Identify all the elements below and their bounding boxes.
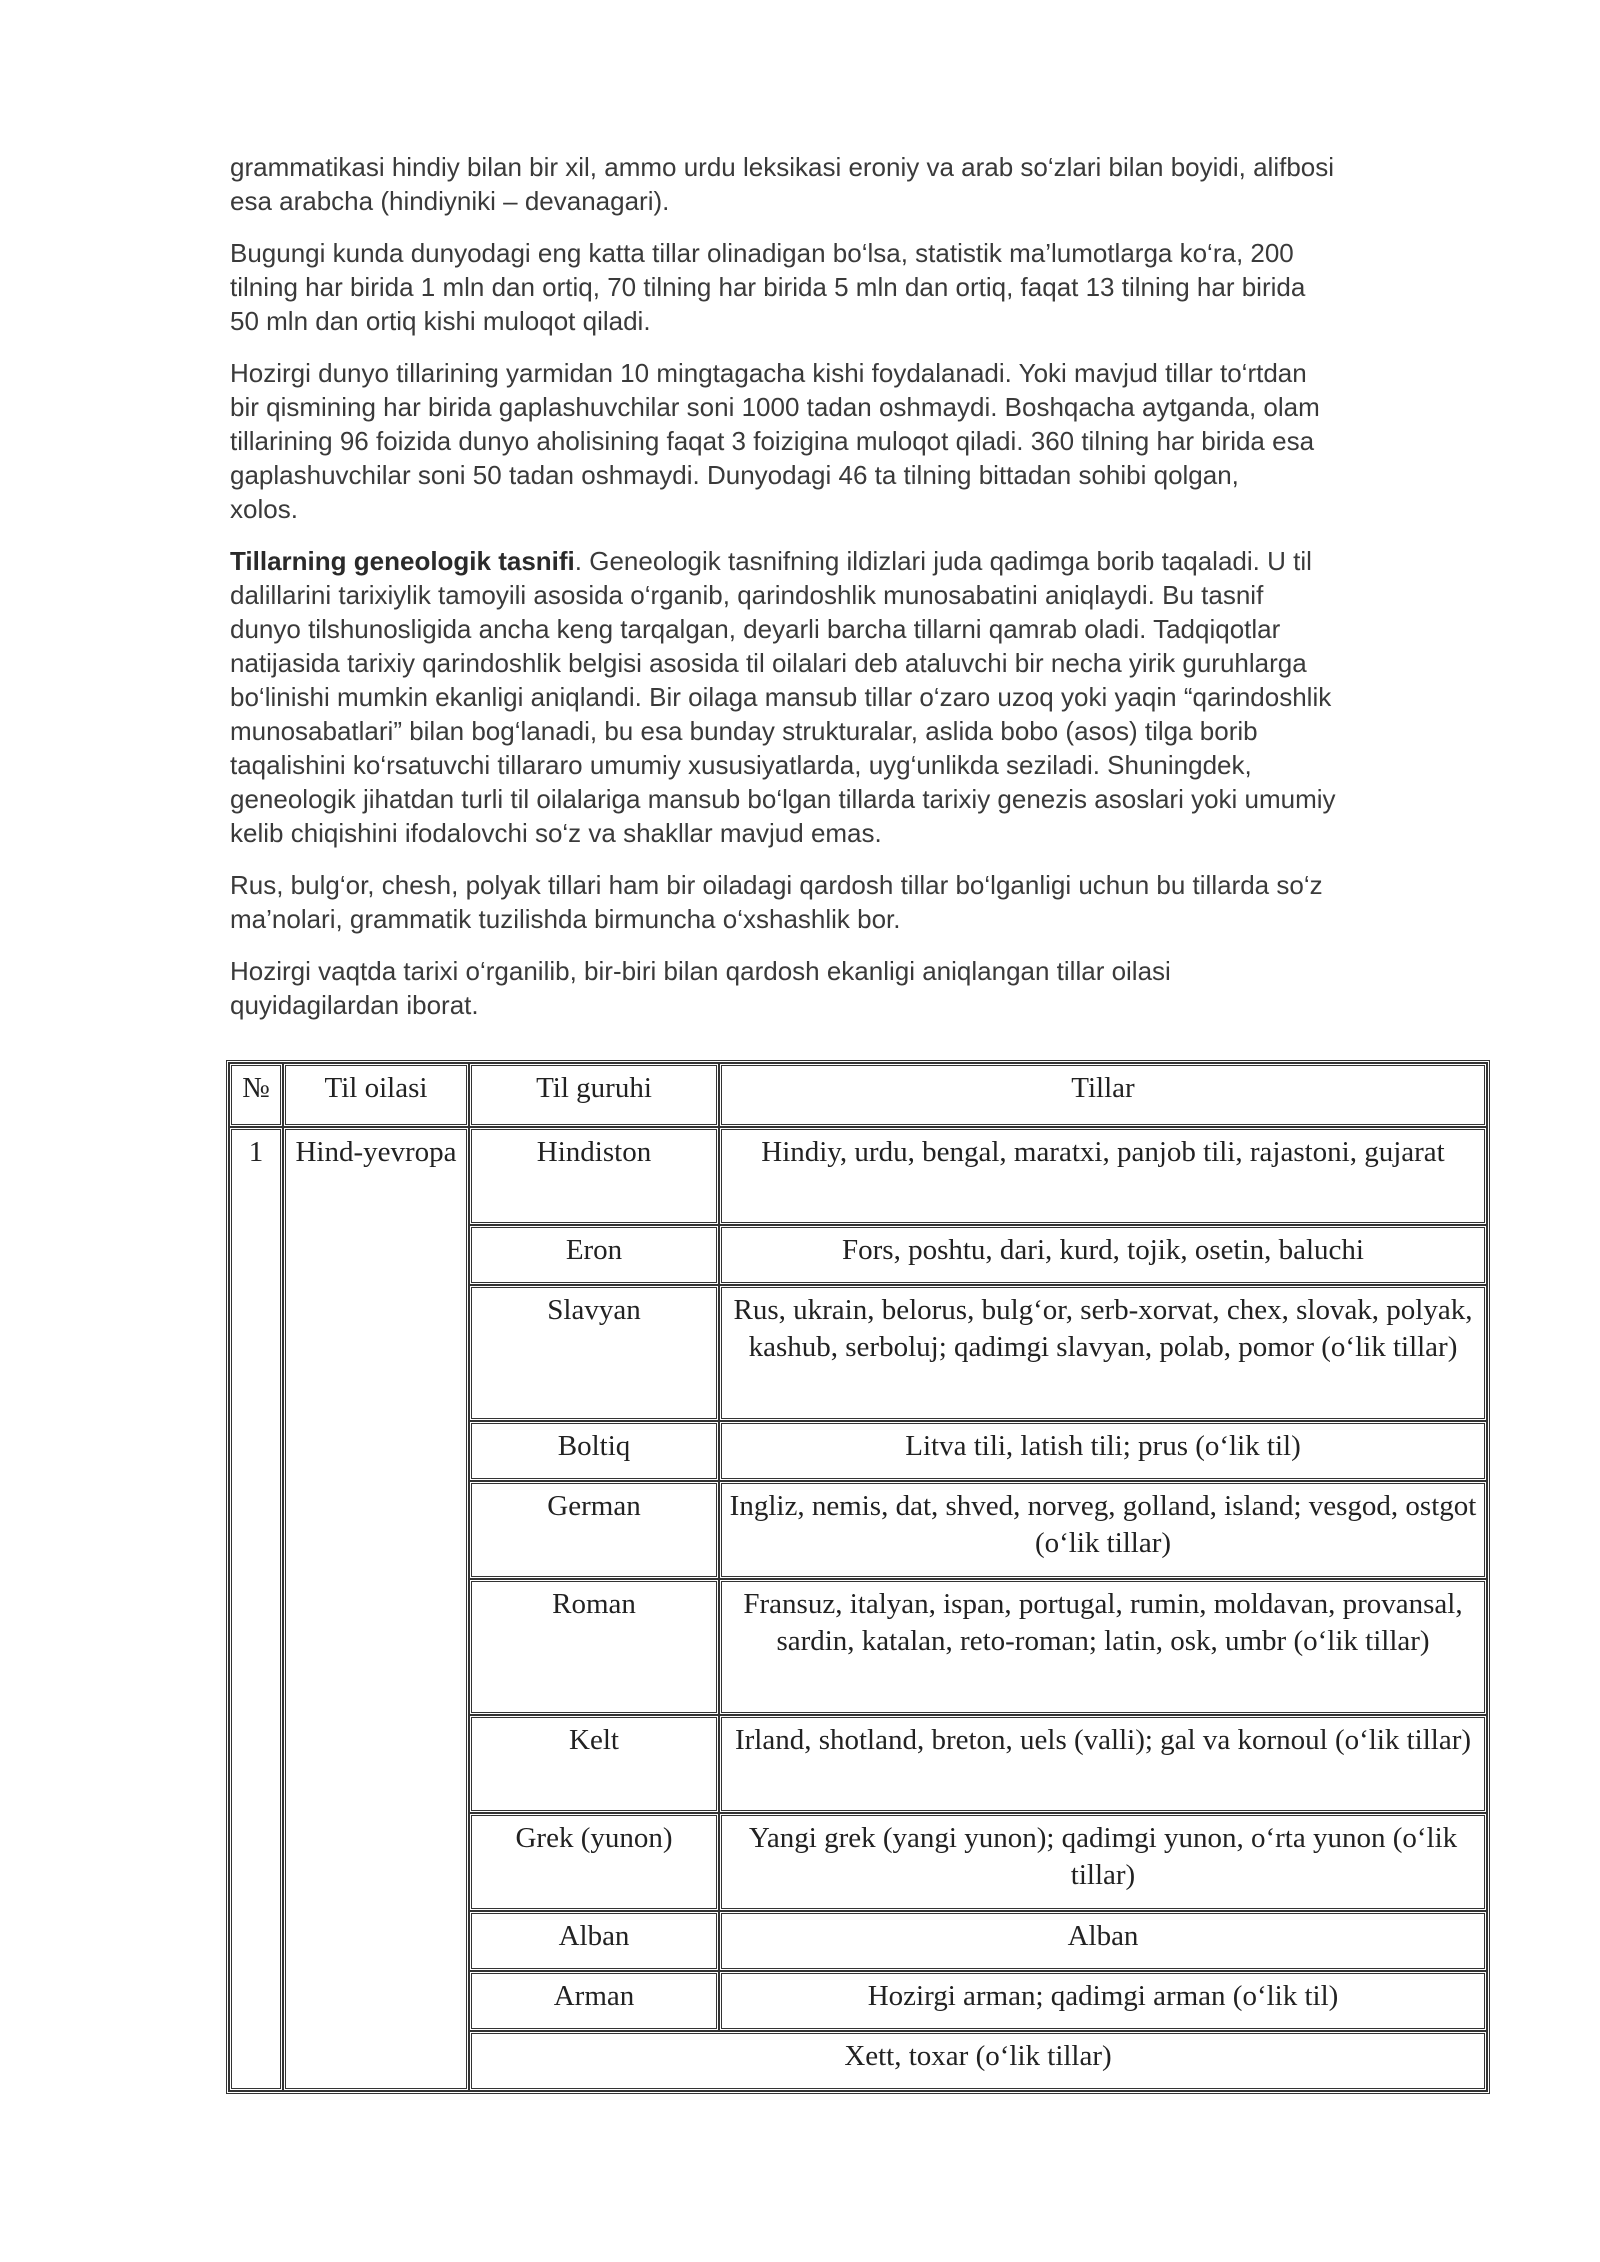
body-text [230, 150, 1490, 1040]
group-cell: Boltiq [469, 1421, 719, 1481]
family-cell: Hind-yevropa [283, 1127, 469, 2091]
paragraph: Hozirgi dunyo tillarining yarmidan 10 mingtagacha kishi foydalanadi. Yoki mavjud tillar to‘rtdan bir qismining har birida gaplashuvchilar soni 1000 tadan oshmaydi. Boshqacha aytganda, olam tillarining 96 foizida dunyo aholisining faqat 3 foizigina muloqot qiladi. 360 tilning har birida esa gaplashuvchilar soni 50 tadan oshmaydi. Dunyodagi 46 ta tilning bittadan sohibi qolgan, xolos. [230, 358, 1320, 524]
languages-cell: Fors, poshtu, dari, kurd, tojik, osetin, baluchi [719, 1225, 1487, 1285]
languages-cell: Irland, shotland, breton, uels (valli); gal va kornoul (o‘lik tillar) [719, 1715, 1487, 1813]
languages-cell: Fransuz, italyan, ispan, portugal, rumin, moldavan, provansal, sardin, katalan, reto-roman; latin, osk, umbr (o‘lik tillar) [719, 1579, 1487, 1715]
geneology-heading: Tillarning geneologik tasnifi [230, 546, 575, 576]
languages-cell: Rus, ukrain, belorus, bulg‘or, serb-xorvat, chex, slovak, polyak, kashub, serboluj; qadimgi slavyan, polab, pomor (o‘lik tillar) [719, 1285, 1487, 1421]
languages-cell: Hindiy, urdu, bengal, maratxi, panjob tili, rajastoni, gujarat [719, 1127, 1487, 1225]
extinct-languages-cell: Xett, toxar (o‘lik tillar) [469, 2031, 1487, 2091]
table-row [229, 1127, 1487, 1225]
languages-cell: Alban [719, 1911, 1487, 1971]
header-languages: Tillar [719, 1063, 1487, 1127]
paragraph: Bugungi kunda dunyodagi eng katta tillar olinadigan bo‘lsa, statistik ma’lumotlarga ko‘ra, 200 tilning har birida 1 mln dan ortiq, 70 tilning har birida 5 mln dan ortiq, faqat 13 tilning har birida 50 mln dan ortiq kishi muloqot qiladi. [230, 238, 1306, 336]
group-cell: Eron [469, 1225, 719, 1285]
group-cell: German [469, 1481, 719, 1579]
languages-cell: Yangi grek (yangi yunon); qadimgi yunon, o‘rta yunon (o‘lik tillar) [719, 1813, 1487, 1911]
geneology-paragraph [230, 544, 1490, 850]
paragraph: Rus, bulg‘or, chesh, polyak tillari ham bir oiladagi qardosh tillar bo‘lganligi uchun bu tillarda so‘z ma’nolari, grammatik tuzilishda birmuncha o‘xshashlik bor. [230, 870, 1323, 934]
paragraph: grammatikasi hindiy bilan bir xil, ammo urdu leksikasi eroniy va arab so‘zlari bilan boyidi, alifbosi esa arabcha (hindiyniki – devanagari). [230, 152, 1335, 216]
group-cell: Slavyan [469, 1285, 719, 1421]
language-table-wrapper [226, 1060, 1490, 2094]
table-header-row [229, 1063, 1487, 1127]
header-group: Til guruhi [469, 1063, 719, 1127]
languages-cell: Litva tili, latish tili; prus (o‘lik til) [719, 1421, 1487, 1481]
group-cell: Arman [469, 1971, 719, 2031]
header-number: № [229, 1063, 283, 1127]
language-families-table [226, 1060, 1490, 2094]
languages-cell: Hozirgi arman; qadimgi arman (o‘lik til) [719, 1971, 1487, 2031]
header-family: Til oilasi [283, 1063, 469, 1127]
languages-cell: Ingliz, nemis, dat, shved, norveg, golland, island; vesgod, ostgot (o‘lik tillar) [719, 1481, 1487, 1579]
paragraph: Hozirgi vaqtda tarixi o‘rganilib, bir-biri bilan qardosh ekanligi aniqlangan tillar oilasi quyidagilardan iborat. [230, 956, 1171, 1020]
row-number-cell: 1 [229, 1127, 283, 2091]
group-cell: Roman [469, 1579, 719, 1715]
group-cell: Alban [469, 1911, 719, 1971]
group-cell: Grek (yunon) [469, 1813, 719, 1911]
group-cell: Hindiston [469, 1127, 719, 1225]
group-cell: Kelt [469, 1715, 719, 1813]
geneology-text: . Geneologik tasnifning ildizlari juda qadimga borib taqaladi. U til dalillarini tarixiylik tamoyili asosida o‘rganib, qarindoshlik munosabatini aniqlaydi. Bu tasnif dunyo tilshunosligida ancha keng tarqalgan, deyarli barcha tillarni qamrab oladi. Tadqiqotlar natijasida tarixiy qarindoshlik belgisi asosida til oilalari deb ataluvchi bir necha yirik guruhlarga bo‘linishi mumkin ekanligi aniqlandi. Bir oilaga mansub tillar o‘zaro uzoq yoki yaqin “qarindoshlik munosabatlari” bilan bog‘lanadi, bu esa bunday strukturalar, aslida bobo (asos) tilga borib taqalishini ko‘rsatuvchi tillararo umumiy xususiyatlarda, uyg‘unlikda seziladi. Shuningdek, geneologik jihatdan turli til oilalariga mansub bo‘lgan tillarda tarixiy genezis asoslari yoki umumiy kelib chiqishini ifodalovchi so‘z va shakllar mavjud emas. [230, 546, 1336, 848]
